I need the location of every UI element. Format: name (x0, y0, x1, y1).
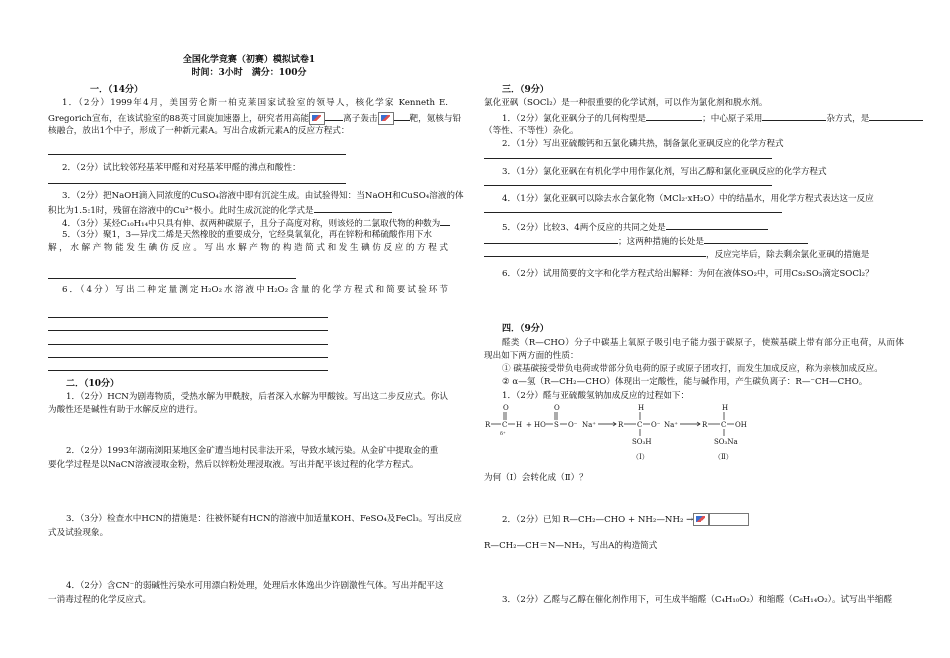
section-3-heading: 三．（9分） (502, 85, 549, 95)
s2-q4-line1: 4．（2分）含CN⁻的弱碱性污染水可用漂白粉处理，处理后水体逸出少许剧激性气体。写出并配平这 (66, 581, 444, 591)
s1-q1-line1: 1．（2分）1999年4月，美国劳仑斯一柏克莱国家试验室的领导人，核化学家 Kenneth E. (62, 98, 448, 108)
scheme-plus: + (526, 421, 532, 429)
s2-q2-line1: 2．（2分）1993年湖南浏阳某地区金矿遭当地村民非法开采，导致水域污染。从金矿中提取金的重 (66, 446, 439, 456)
s3-q1-text-b: ；中心原子采用 (702, 114, 763, 124)
s4-q2-line1 (502, 513, 749, 527)
answer-blank[interactable] (484, 247, 706, 257)
answer-line[interactable] (484, 158, 772, 159)
broken-image-icon (693, 513, 709, 526)
scheme-so3na: SO₃Na (714, 438, 738, 446)
s3-q1-text-a: 1．（2分）氯化亚砜分子的几何构型是 (502, 114, 647, 124)
broken-image-icon (309, 112, 325, 125)
bisulfite-addition-scheme (484, 402, 784, 464)
exam-title: 全国化学竞赛（初赛）模拟试卷1 (182, 55, 316, 65)
answer-line[interactable] (48, 357, 328, 358)
scheme-label-2: （Ⅱ） (714, 453, 733, 461)
scheme-label-1: （Ⅰ） (632, 453, 649, 461)
s3-q3: 3．（1分）氯化亚砜在有机化学中用作氯化剂，写出乙醇和氯化亚砜反应的化学方程式 (502, 167, 827, 177)
s1-q3-line1: 3．（2分）把NaOH滴入同浓度的CuSO₄溶液中即有沉淀生成。由试验得知：当NaOH和CuSO₄溶液的体 (62, 191, 464, 201)
scheme-o2: O (554, 404, 560, 412)
scheme-r3: R (702, 421, 708, 429)
s2-q1-line2: 为酸性还是碱性有助于水解反应的进行。 (48, 405, 203, 415)
exam-subtitle: 时间：3小时 满分：100分 (191, 68, 307, 78)
answer-blank[interactable] (646, 111, 702, 121)
scheme-delta: δ⁺ (500, 431, 506, 437)
s2-q3-line1: 3．（3分）检查水中HCN的措施是：往被怀疑有HCN的溶液中加适量KOH、FeSO₄及FeCl₃。写出反应 (66, 514, 462, 524)
s4-q1: 1．（2分）醛与亚硫酸氢钠加成反应的过程如下： (502, 391, 690, 401)
s3-q2: 2．（1分）写出亚硫酸钙和五氯化磷共热，制备氯化亚砜反应的化学方程式 (502, 139, 784, 149)
s1-q3-line2-text: 积比为1.5:1时，残留在溶液中的Cu²⁺极小。此时生成沉淀的化学式是 (48, 206, 314, 216)
answer-blank[interactable] (394, 111, 410, 121)
s4-q2-text1: 2．（2分）已知 R—CH₂—CHO + NH₂—NH₂ → (502, 515, 694, 525)
scheme-h1: H (516, 421, 523, 429)
s3-q5-text1: 5．（2分）比较3、4两个反应的共同之处是 (502, 223, 666, 233)
section-4-heading: 四．（9分） (502, 324, 549, 334)
s3-q1-line2: （等性、不等性）杂化。 (484, 126, 579, 136)
s3-intro: 氯化亚砜（SOCl₂）是一种很重要的化学试剂，可以作为氯化剂和脱水剂。 (484, 98, 768, 108)
answer-line[interactable] (48, 183, 346, 184)
answer-blank[interactable] (325, 111, 343, 121)
scheme-na1: Na⁺ (582, 421, 596, 429)
answer-blank[interactable] (869, 111, 923, 121)
answer-line[interactable] (48, 370, 328, 371)
scheme-h2: H (638, 404, 645, 412)
s4-q3: 3．（2分）乙醛与乙醇在催化剂作用下，可生成半缩醛（C₄H₁₀O₂）和缩醛（C₆H₁₄O₂）。试写出半缩醛 (502, 595, 893, 605)
answer-blank[interactable] (666, 220, 768, 230)
s1-q2: 2．（2分）试比较邻羟基苯甲醛和对羟基苯甲醛的沸点和酸性： (62, 163, 301, 173)
scheme-na2: Na⁺ (664, 421, 678, 429)
s4-q1-ask: 为何（Ⅰ）会转化成（Ⅱ）？ (484, 473, 588, 483)
s1-q5-line1: 5．（3分）聚1，3—异戊二烯是天然橡胶的重要成分，它经臭氧氧化，再在锌粉和稀硫酸作用下水 (62, 230, 432, 240)
answer-line[interactable] (48, 278, 296, 279)
s1-q1-line2a: Gregorich宣布，在该试验室的88英寸回旋加速器上，研究者用高能 (48, 114, 310, 124)
s1-q1-line3: 核融合，放出1个中子，形成了一种新元素A。写出合成新元素A的反应方程式： (48, 126, 350, 136)
s2-q2-line2: 要化学过程是以NaCN溶液浸取金粉，然后以锌粉处理浸取液。写出并配平该过程的化学方程式。 (48, 460, 419, 470)
scheme-r2: R (618, 421, 624, 429)
answer-line[interactable] (48, 154, 346, 155)
s3-q4: 4．（1分）氯化亚砜可以除去水合氯化物（MCl₂·xH₂O）中的结晶水，用化学方程式表达这一反应 (502, 194, 874, 204)
broken-image-icon (378, 112, 394, 125)
scheme-r1: R (485, 421, 491, 429)
answer-line[interactable] (484, 212, 782, 213)
s3-q5-text2: ；这两种措施的长处是 (618, 237, 704, 247)
answer-blank[interactable] (440, 216, 450, 226)
scheme-h3: H (722, 404, 729, 412)
answer-blank[interactable] (314, 203, 392, 213)
s3-q5-line3 (484, 247, 869, 262)
answer-blank[interactable] (762, 111, 826, 121)
s4-point-2: ② α—氢（R—CH₂—CHO）体现出一定酸性，能与碱作用，产生碳负离子：R—⁻CH—CHO。 (502, 377, 868, 387)
answer-line[interactable] (484, 185, 772, 186)
scheme-oh: OH (735, 421, 747, 429)
s2-q1-line1: 1．（2分）HCN为剧毒物质，受热水解为甲酰胺，后者深入水解为甲酸铵。写出这二步反应式。你认 (66, 392, 448, 402)
s2-q3-line2: 式及试验现象。 (48, 528, 109, 538)
s1-q1-line2b: 离子轰击 (343, 114, 378, 124)
answer-line[interactable] (48, 344, 328, 345)
section-2-heading: 二．（10分） (66, 379, 120, 389)
image-placeholder (709, 513, 749, 526)
s4-point-1: ① 碳基碳接受带负电荷或带部分负电荷的原子或原子团攻打，而发生加成反应，称为亲核加成反应。 (502, 364, 883, 374)
scheme-c2: C (637, 421, 643, 429)
scheme-c1: C (502, 421, 508, 429)
scheme-o-minus2: O⁻ (651, 421, 661, 429)
s3-q1-text-c: 杂方式，是 (826, 114, 870, 124)
scheme-ho: HO (534, 421, 546, 429)
s3-q6: 6．（2分）试用简要的文字和化学方程式给出解释：为何在液体SO₂中，可用Cs₂SO₃滴定SOCl₂？ (502, 269, 874, 279)
scheme-c3: C (721, 421, 727, 429)
s1-q5-line2: 解，水解产物能发生碘仿反应。写出水解产物的构造简式和发生碘仿反应的方程式 (48, 243, 448, 253)
s4-intro-line1: 醛类（R—CHO）分子中碳基上氧原子吸引电子能力强于碳原子，使羰基碳上带有部分正电荷，从而体 (502, 338, 904, 348)
s4-intro-line2: 现出如下两方面的性质： (484, 351, 579, 361)
section-1-heading: 一．（14分） (90, 85, 144, 95)
scheme-s1: S (554, 421, 559, 429)
scheme-o1: O (503, 404, 509, 412)
s1-q6: 6．（4分）写出二种定量测定H₂O₂水溶液中H₂O₂含量的化学方程式和简要试验环节 (62, 285, 448, 295)
s1-q4-text: 4．（3分）某烃C₁₀H₁₄中只具有伸、叔两种碳原子，且分子高度对称，则该烃的二氯取代物的种数为 (62, 219, 441, 229)
answer-blank[interactable] (704, 234, 808, 244)
s1-q1-line2c: 靶，氪核与铅 (409, 114, 462, 124)
scheme-o-minus: O⁻ (568, 421, 578, 429)
scheme-so3h: SO₃H (632, 438, 652, 446)
s3-q5-text3: ，反应完毕后，除去剩余氯化亚砜的措施是 (706, 250, 870, 260)
s4-q2-line2: R—CH₂—CH＝N—NH₂，写出A的构造简式 (484, 541, 658, 551)
s2-q4-line2: 一消毒过程的化学反应式。 (48, 595, 152, 605)
answer-line[interactable] (48, 317, 328, 318)
answer-blank[interactable] (484, 234, 618, 244)
answer-line[interactable] (48, 330, 328, 331)
